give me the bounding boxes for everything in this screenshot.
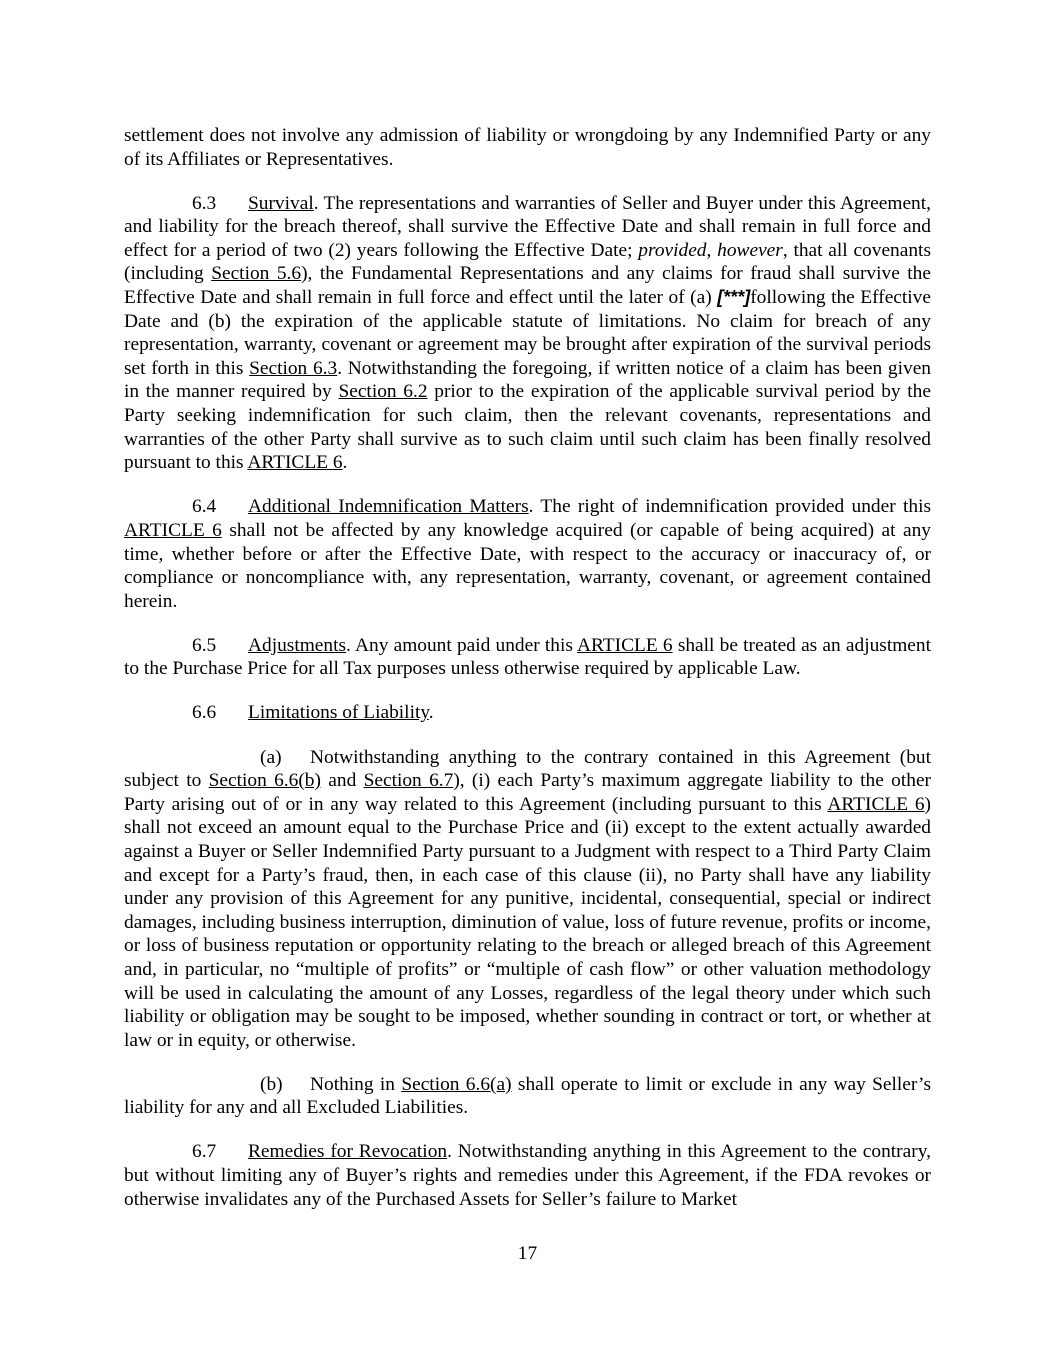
section-text: Notwithstanding anything to the contrary contained in this Agreement (but subject to: [124, 746, 931, 792]
section-number: 6.4: [192, 496, 217, 518]
cross-reference: Section 6.3: [249, 357, 338, 379]
section-text: ), the Fundamental Representations and any claims for fraud shall survive the Effective Date and shall remain in full force and effect until the later of (a): [124, 263, 931, 309]
section-text: . The right of indemnification provided under this: [528, 496, 932, 518]
cross-reference: ARTICLE 6: [247, 452, 343, 474]
cross-reference: ARTICLE 6: [827, 793, 925, 815]
subsection-letter: (b): [260, 1073, 283, 1095]
cross-reference: Section 6.7: [363, 770, 454, 792]
section-text: shall operate to limit or exclude in any way Seller’s liability for any and all Excluded Liabilities.: [124, 1073, 931, 1119]
section-text: . Any amount paid under this: [346, 634, 578, 656]
section-6-3: [124, 192, 931, 475]
section-text: . The representations and warranties of Seller and Buyer under this Agreement, and liability for the breach thereof, shall survive the Effective Date and shall remain in full force and effect for a period of two (2) years following the Effective Date;: [124, 192, 931, 261]
paragraph-continuation: [124, 124, 931, 171]
section-text: ,: [706, 239, 718, 261]
section-text: and: [320, 770, 364, 792]
section-text: shall not be affected by any knowledge acquired (or capable of being acquired) at any time, whether before or after the Effective Date, with respect to the accuracy or inaccuracy of, or compliance or noncompliance with, any representation, warranty, covenant, or agreement contained herein.: [124, 519, 931, 612]
section-heading-additional-indemnification: Additional Indemnification Matters: [248, 496, 529, 518]
cross-reference: Section 5.6: [211, 263, 302, 285]
section-text: .: [428, 702, 434, 724]
section-number: 6.5: [192, 634, 217, 656]
section-heading-adjustments: Adjustments: [248, 634, 347, 656]
section-number: 6.7: [192, 1141, 217, 1163]
section-6-5: [124, 634, 931, 681]
section-text: prior to the expiration of the applicable survival period by the Party seeking indemnification for such claim, then the relevant covenants, representations and warranties of the other Party shall survive as to such claim until such claim has been finally resolved pursuant to this: [124, 381, 931, 474]
italic-however: however: [717, 239, 783, 261]
subsection-letter: (a): [260, 746, 282, 768]
section-6-4: [124, 495, 931, 613]
section-6-7: [124, 1140, 931, 1211]
redaction-marker: [***]: [717, 287, 751, 308]
subsection-6-6-b: [124, 1073, 931, 1120]
page-number: 17: [517, 1243, 538, 1264]
section-heading-limitations: Limitations of Liability: [248, 702, 429, 724]
italic-provided: provided: [638, 239, 707, 261]
section-text: Nothing in: [310, 1073, 402, 1095]
section-text: shall be treated as an adjustment to the Purchase Price for all Tax purposes unless otherwise required by applicable Law.: [124, 634, 931, 680]
section-heading-survival: Survival: [248, 192, 314, 214]
section-number: 6.6: [192, 702, 217, 724]
section-text: .: [342, 452, 348, 474]
section-text: following the Effective Date and (b) the expiration of the applicable statute of limitations. No claim for breach of any representation, warranty, covenant or agreement may be brought after expiration of the survival periods set forth in this: [124, 287, 931, 379]
cross-reference: Section 6.6(a): [401, 1073, 512, 1095]
cross-reference: ARTICLE 6: [124, 519, 222, 541]
section-6-6: [124, 701, 931, 725]
section-text: , that all covenants (including: [124, 239, 931, 285]
section-text: . Notwithstanding anything in this Agreement to the contrary, but without limiting any of Buyer’s rights and remedies under this Agreement, if the FDA revokes or otherwise invalidates any of the Purchased Assets for Seller’s failure to Market: [124, 1141, 931, 1210]
section-text: . Notwithstanding the foregoing, if written notice of a claim has been given in the manner required by: [124, 357, 931, 403]
paragraph-text: settlement does not involve any admission of liability or wrongdoing by any Indemnified Party or any of its Affiliates or Representatives.: [124, 125, 931, 170]
cross-reference: Section 6.6(b): [208, 770, 321, 792]
section-heading-remedies: Remedies for Revocation: [248, 1141, 448, 1163]
section-text: ), (i) each Party’s maximum aggregate liability to the other Party arising out of or in any way related to this Agreement (including pursuant to this: [124, 770, 932, 815]
cross-reference: Section 6.2: [338, 381, 428, 403]
subsection-6-6-a: [124, 746, 931, 1053]
section-number: 6.3: [192, 192, 217, 214]
cross-reference: ARTICLE 6: [577, 634, 673, 656]
section-text: ) shall not exceed an amount equal to the Purchase Price and (ii) except to the extent actually awarded against a Buyer or Seller Indemnified Party pursuant to a Judgment with respect to a Third Party Claim and except for a Party’s fraud, then, in each case of this clause (ii), no Party shall have any liability under any provision of this Agreement for any punitive, incidental, consequential, special or indirect damages, including business interruption, diminution of value, loss of future revenue, profits or income, or loss of business reputation or opportunity relating to the breach or alleged breach of this Agreement and, in particular, no “multiple of profits” or “multiple of cash flow” or other valuation methodology will be used in calculating the amount of any Losses, regardless of the legal theory under which such liability or obligation may be sought to be imposed, whether sounding in contract or tort, or whether at law or in equity, or otherwise.: [124, 793, 931, 1051]
document-page: [124, 124, 931, 1232]
